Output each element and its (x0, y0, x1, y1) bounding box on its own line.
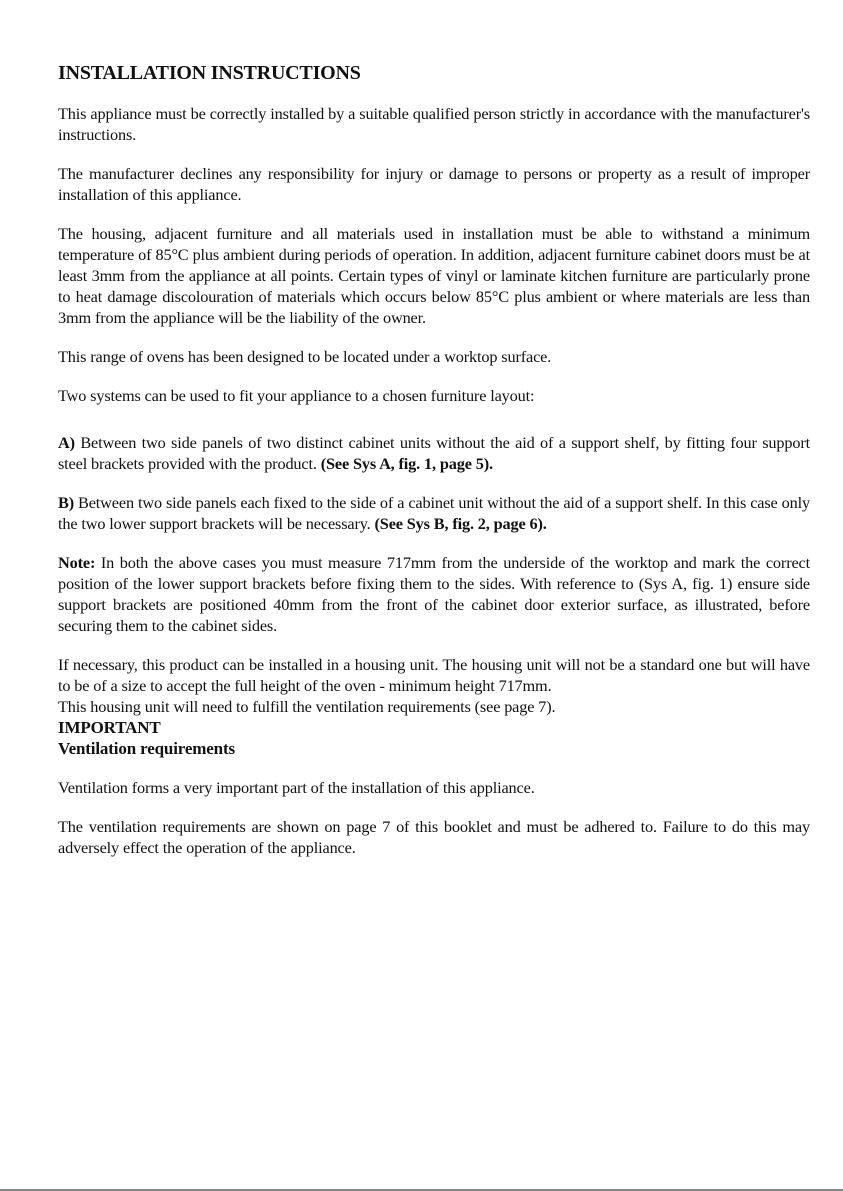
paragraph-ventilation-importance: Ventilation forms a very important part of the installation of this appliance. (58, 778, 535, 797)
note-paragraph (58, 552, 810, 636)
paragraph-manufacturer-liability: The manufacturer declines any responsibility for injury or damage to persons or property as a result of improper installation of this appliance. (58, 164, 810, 204)
system-a-reference: (See Sys A, fig. 1, page 5). (320, 454, 493, 473)
system-a-paragraph (58, 432, 810, 474)
ventilation-heading: Ventilation requirements (58, 739, 235, 758)
system-b-text: Between two side panels each fixed to the side of a cabinet unit without the aid of a support shelf. In this case only the two lower support brackets will be necessary. (58, 493, 810, 533)
system-a-label: A) (58, 433, 75, 452)
paragraph-ventilation-page-reference: The ventilation requirements are shown on page 7 of this booklet and must be adhered to. Failure to do this may adversely effect the operation of the appliance. (58, 817, 810, 857)
paragraph-temperature-requirements: The housing, adjacent furniture and all materials used in installation must be able to withstand a minimum temperature of 85°C plus ambient during periods of operation. In addition, adjacent furniture cabinet doors must be at least 3mm from the appliance at all points. Certain types of vinyl or laminate kitchen furniture are particularly prone to heat damage discolouration of materials which occurs below 85°C plus ambient or where materials are less than 3mm from the appliance will be the liability of the owner. (58, 224, 810, 327)
document-page (58, 62, 810, 858)
note-label: Note: (58, 553, 96, 572)
paragraph-housing-ventilation: This housing unit will need to fulfill the ventilation requirements (see page 7). (58, 697, 556, 716)
system-b-label: B) (58, 493, 74, 512)
system-b-reference: (See Sys B, fig. 2, page 6). (374, 514, 547, 533)
paragraph-two-systems: Two systems can be used to fit your appliance to a chosen furniture layout: (58, 386, 535, 405)
system-a-text: Between two side panels of two distinct cabinet units without the aid of a support shelf, by fitting four support steel brackets provided with the product. (58, 433, 810, 473)
paragraph-housing-unit: If necessary, this product can be installed in a housing unit. The housing unit will not be a standard one but will have to be of a size to accept the full height of the oven - minimum height 717mm. (58, 655, 810, 695)
paragraph-worktop-location: This range of ovens has been designed to be located under a worktop surface. (58, 347, 552, 366)
system-b-paragraph (58, 492, 810, 534)
paragraph-qualified-installer: This appliance must be correctly installed by a suitable qualified person strictly in accordance with the manufacturer's instructions. (58, 104, 810, 144)
page-title: INSTALLATION INSTRUCTIONS (58, 62, 361, 84)
note-text: In both the above cases you must measure 717mm from the underside of the worktop and mark the correct position of the lower support brackets before fixing them to the sides. With reference to (Sys A, fig. 1) ensure side support brackets are positioned 40mm from the front of the cabinet door exterior surface, as illustrated, before securing them to the cabinet sides. (58, 553, 810, 635)
important-heading: IMPORTANT (58, 718, 161, 737)
